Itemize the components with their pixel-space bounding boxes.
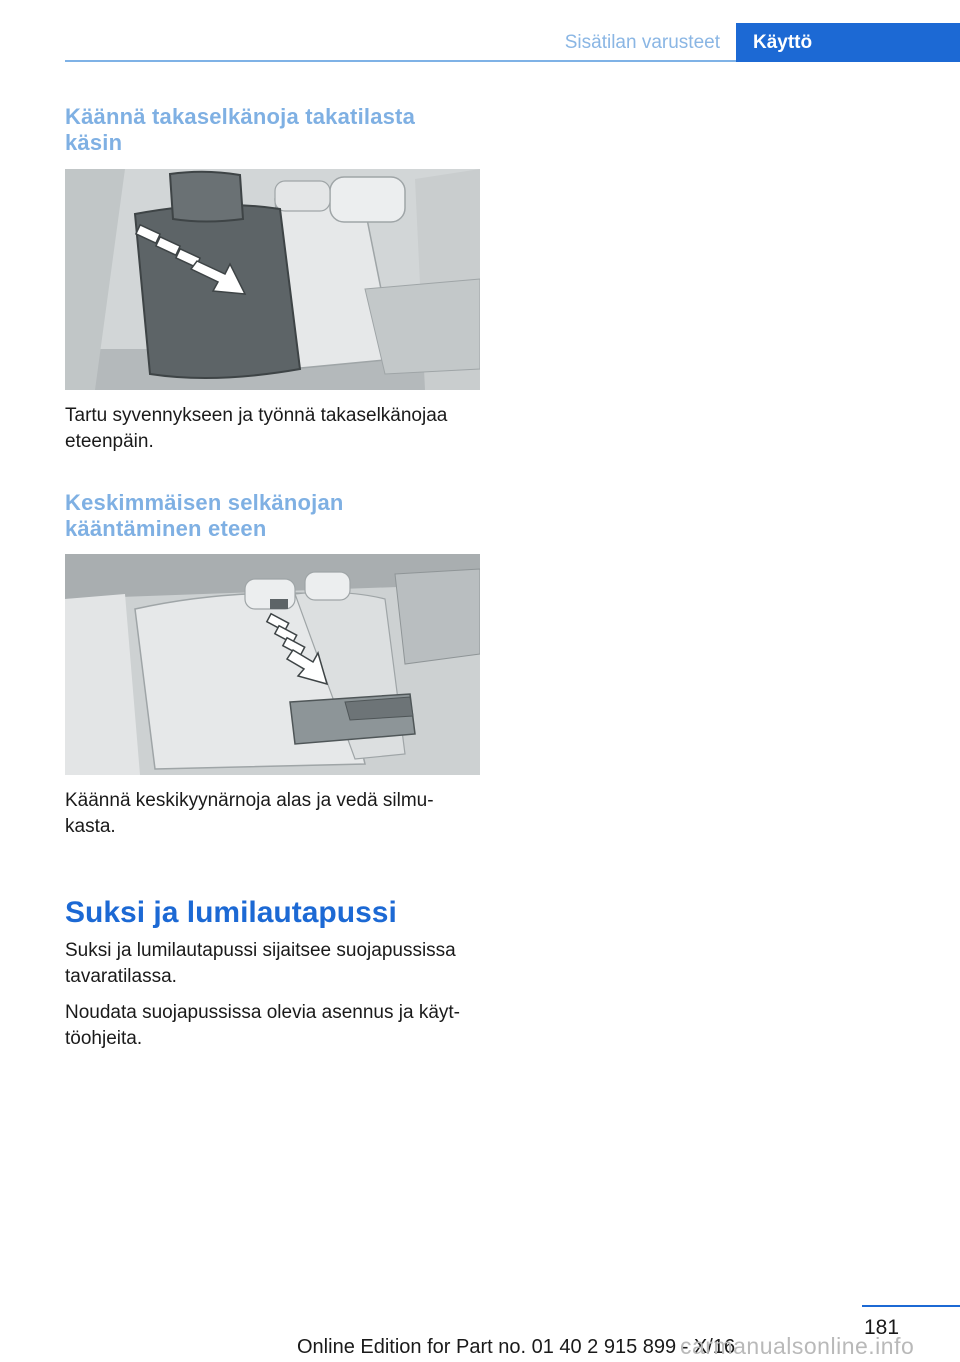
- caption-line: Tartu syvennykseen ja työnnä takaselkänojaa: [65, 405, 448, 426]
- section-heading-line: Keskimmäisen selkänojan: [65, 490, 344, 515]
- section-heading-center-backrest: [65, 490, 480, 542]
- page-number: 181: [864, 1316, 900, 1339]
- footer-rule: [862, 1305, 960, 1307]
- caption-line: Käännä keskikyynärnoja alas ja vedä silmu-: [65, 790, 434, 811]
- caption-line: kasta.: [65, 816, 116, 837]
- ski-bag-section: [65, 896, 480, 1052]
- section-heading-line: käsin: [65, 130, 123, 155]
- ski-bag-paragraph-line: Suksi ja lumilautapussi sijaitsee suojapussissa: [65, 940, 456, 961]
- section-heading-line: Käännä takaselkänoja takatilasta: [65, 104, 416, 129]
- ski-bag-paragraph-line: tavaratilassa.: [65, 966, 177, 987]
- watermark-text: carmanualsonline.info: [680, 1333, 915, 1359]
- header-section-title: Sisätilan varusteet: [564, 32, 720, 53]
- header-chapter-tab: [736, 23, 960, 62]
- footer-edition-text: Online Edition for Part no. 01 40 2 915 899 - X/16: [297, 1336, 736, 1358]
- caption-fold-backrest: [65, 403, 480, 455]
- caption-center-backrest: [65, 788, 480, 840]
- header-chapter-label: Käyttö: [753, 32, 813, 53]
- ski-bag-paragraph-line: töohjeita.: [65, 1028, 143, 1049]
- section-heading-fold-backrest: [65, 104, 480, 156]
- caption-line: eteenpäin.: [65, 431, 154, 452]
- illustration-center-backrest: [65, 554, 480, 775]
- ski-bag-paragraph-line: Noudata suojapussissa olevia asennus ja käyt-: [65, 1002, 461, 1023]
- ski-bag-title: Suksi ja lumilautapussi: [65, 896, 397, 929]
- section-heading-line: kääntäminen eteen: [65, 516, 267, 541]
- illustration-fold-backrest: [65, 169, 480, 390]
